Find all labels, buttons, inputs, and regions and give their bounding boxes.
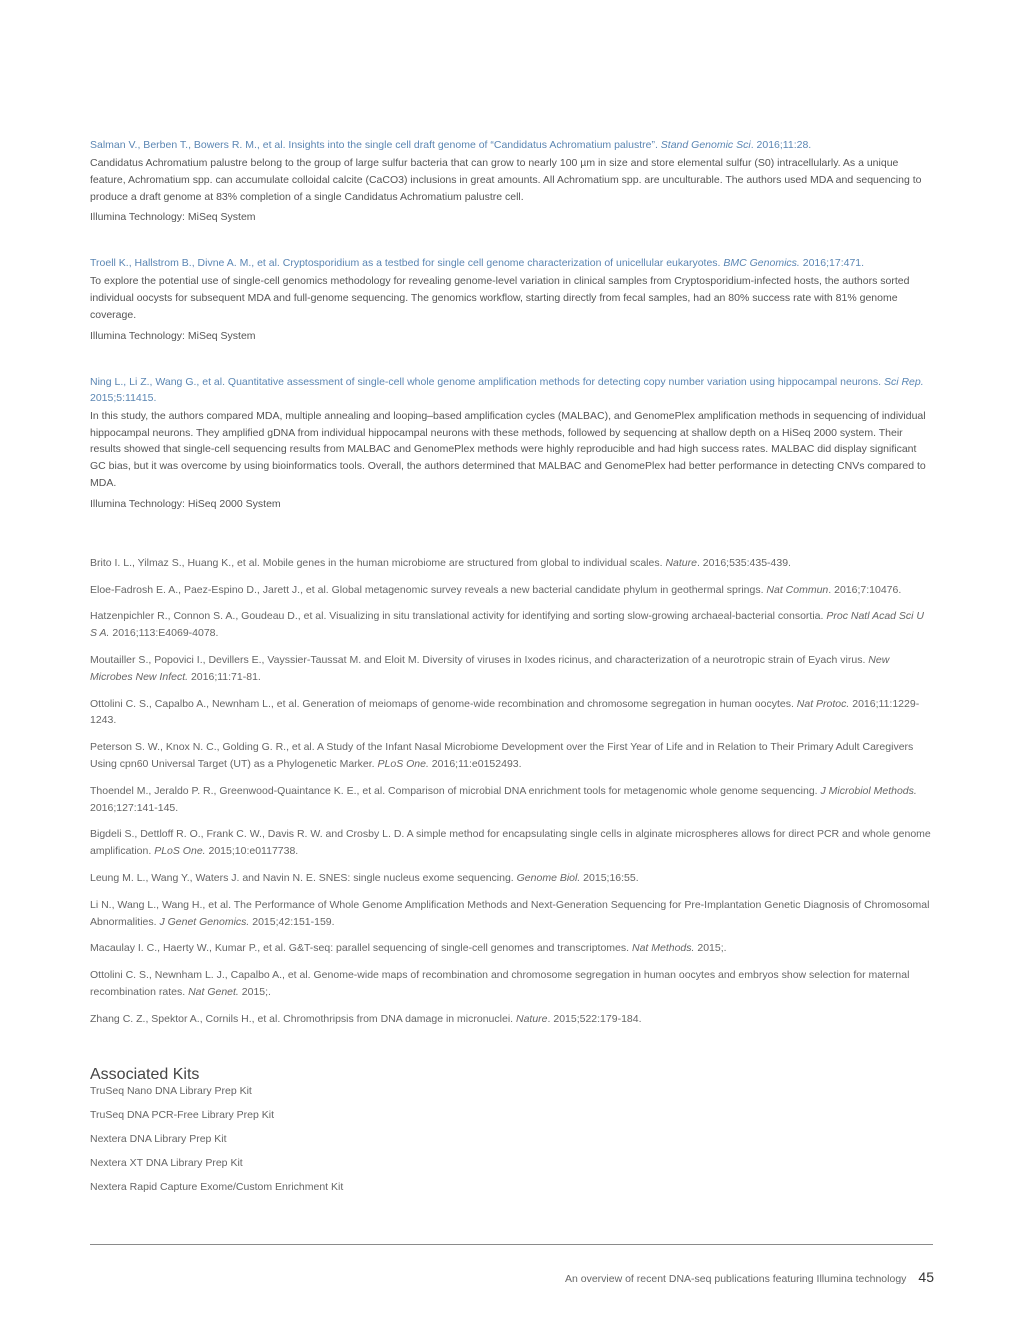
journal-name: Sci Rep. [883,375,924,388]
publication-title[interactable]: Troell K., Hallstrom B., Divne A. M., et al. Cryptosporidium as a testbed for single cell genome characterization of unicellular eukaryotes. BMC Genomics. 2016;17:471. [90,257,865,270]
reference-item: Eloe-Fadrosh E. A., Paez-Espino D., Jarett J., et al. Global metagenomic survey reveals a new bacterial candidate phylum in geothermal springs. Nat Commun. 2016;7:10476. [90,583,902,596]
reference-item: Moutailler S., Popovici I., Devillers E., Vayssier-Taussat M. and Eloit M. Diversity of viruses in Ixodes ricinus, and characterization of a neurotropic strain of Eyach virus. New Microbes New Infect. 2016;11:71-81. [90,653,890,683]
associated-kits-heading: Associated Kits [90,1065,200,1083]
illumina-technology: Illumina Technology: MiSeq System [90,329,256,342]
reference-item: Thoendel M., Jeraldo P. R., Greenwood-Quaintance K. E., et al. Comparison of microbial DNA enrichment tools for metagenomic whole genome sequencing. J Microbiol Methods. 2016;127:141-145. [90,784,917,814]
kit-item[interactable]: Nextera DNA Library Prep Kit [90,1132,227,1145]
kit-item[interactable]: Nextera Rapid Capture Exome/Custom Enrichment Kit [90,1180,344,1193]
journal-name: BMC Genomics. [723,257,800,270]
reference-item: Hatzenpichler R., Connon S. A., Goudeau D., et al. Visualizing in situ translational activity for identifying and sorting slow-growing archaeal-bacterial consortia. Proc Natl Acad Sci U S A. 2016;113:E4069-4078. [90,610,925,640]
reference-item: Macaulay I. C., Haerty W., Kumar P., et al. G&T-seq: parallel sequencing of single-cell genomes and transcriptomes. Nat Methods. 2015;. [90,942,727,955]
kit-item[interactable]: TruSeq Nano DNA Library Prep Kit [90,1084,252,1097]
reference-item: Zhang C. Z., Spektor A., Cornils H., et al. Chromothripsis from DNA damage in micronuclei. Nature. 2015;522:179-184. [90,1012,642,1025]
kit-list [90,1084,933,1194]
publication-entry [90,137,933,225]
page-number: 45 [918,1269,934,1285]
journal-name: Stand Genomic Sci [660,139,751,151]
reference-list [90,555,933,1028]
publication-title[interactable]: Ning L., Li Z., Wang G., et al. Quantitative assessment of single-cell whole genome amplification methods for detecting copy number variation using hippocampal neurons. Sci Rep. 2015;5:11415. [90,375,924,404]
reference-item: Ottolini C. S., Newnham L. J., Capalbo A., et al. Genome-wide maps of recombination and chromosome segregation in human oocytes and embryos show selection for maternal recombination rates. Nat Genet. 2015;. [90,969,910,998]
reference-item: Brito I. L., Yilmaz S., Huang K., et al. Mobile genes in the human microbiome are structured from global to individual scales. Nature. 2016;535:435-439. [90,556,791,569]
publication-entry [90,374,933,512]
reference-item: Ottolini C. S., Capalbo A., Newnham L., et al. Generation of meiomaps of genome-wide recombination and chromosome segregation in human oocytes. Nat Protoc. 2016;11:1229-1243. [90,697,920,727]
publication-entry [90,255,933,343]
illumina-technology: Illumina Technology: MiSeq System [90,211,256,224]
reference-item: Peterson S. W., Knox N. C., Golding G. R., et al. A Study of the Infant Nasal Microbiome Development over the First Year of Life and in Relation to Their Primary Adult Caregivers Using cpn60 Universal Target (UT) as a Phylogenetic Marker. PLoS One. 2016;11:e0152493. [90,741,914,770]
footer-divider [90,1244,933,1245]
publication-summary: To explore the potential use of single-cell genomics methodology for revealing genome-level variation in clinical samples from Cryptosporidium-infected hosts, the authors sorted individual oocysts for subsequent MDA and full-genome sequencing. The genomics workflow, starting directly from fecal samples, had an 80% success rate with 81% genome coverage. [90,275,910,321]
reference-item: Leung M. L., Wang Y., Waters J. and Navin N. E. SNES: single nucleus exome sequencing. Genome Biol. 2015;16:55. [90,871,639,884]
reference-item: Bigdeli S., Dettloff R. O., Frank C. W., Davis R. W. and Crosby L. D. A simple method for encapsulating single cells in alginate microspheres allows for direct PCR and whole genome amplification. PLoS One. 2015;10:e0117738. [90,828,931,858]
publication-summary: In this study, the authors compared MDA, multiple annealing and looping–based amplification cycles (MALBAC), and GenomePlex amplification methods in sequencing of individual hippocampal neurons. They amplified gDNA from individual hippocampal neurons with these methods, followed by sequencing at shallow depth on a HiSeq 2000 system. Their results showed that single-cell sequencing results from MALBAC and GenomePlex methods were highly reproducible and had high success rates. MALBAC did display significant GC bias, but it was overcome by using bioinformatics tools. Overall, the authors determined that MALBAC and GenomePlex had better performance in detecting CNVs compared to MDA. [90,409,926,489]
page-footer [565,1269,934,1285]
kit-item[interactable]: TruSeq DNA PCR-Free Library Prep Kit [90,1108,275,1121]
publication-summary: Candidatus Achromatium palustre belong to the group of large sulfur bacteria that can grow to nearly 100 µm in size and store elemental sulfur (S0) intracellularly. As a unique feature, Achromatium spp. can accumulate colloidal calcite (CaCO3) inclusions in great amounts. All Achromatium spp. are unculturable. The authors used MDA and sequencing to produce a draft genome at 83% completion of a single Candidatus Achromatium palustre cell. [90,157,922,203]
publication-title[interactable]: Salman V., Berben T., Bowers R. M., et al. Insights into the single cell draft genome of “Candidatus Achromatium palustre”. Stand Genomic Sci. 2016;11:28. [90,139,812,151]
illumina-technology: Illumina Technology: HiSeq 2000 System [90,497,281,510]
page-content [90,137,933,1204]
reference-item: Li N., Wang L., Wang H., et al. The Performance of Whole Genome Amplification Methods and Next-Generation Sequencing for Pre-Implantation Genetic Diagnosis of Chromosomal Abnormalities. J Genet Genomics. 2015;42:151-159. [90,898,930,928]
kit-item[interactable]: Nextera XT DNA Library Prep Kit [90,1156,243,1169]
footer-caption: An overview of recent DNA-seq publications featuring Illumina technology [564,1273,907,1285]
